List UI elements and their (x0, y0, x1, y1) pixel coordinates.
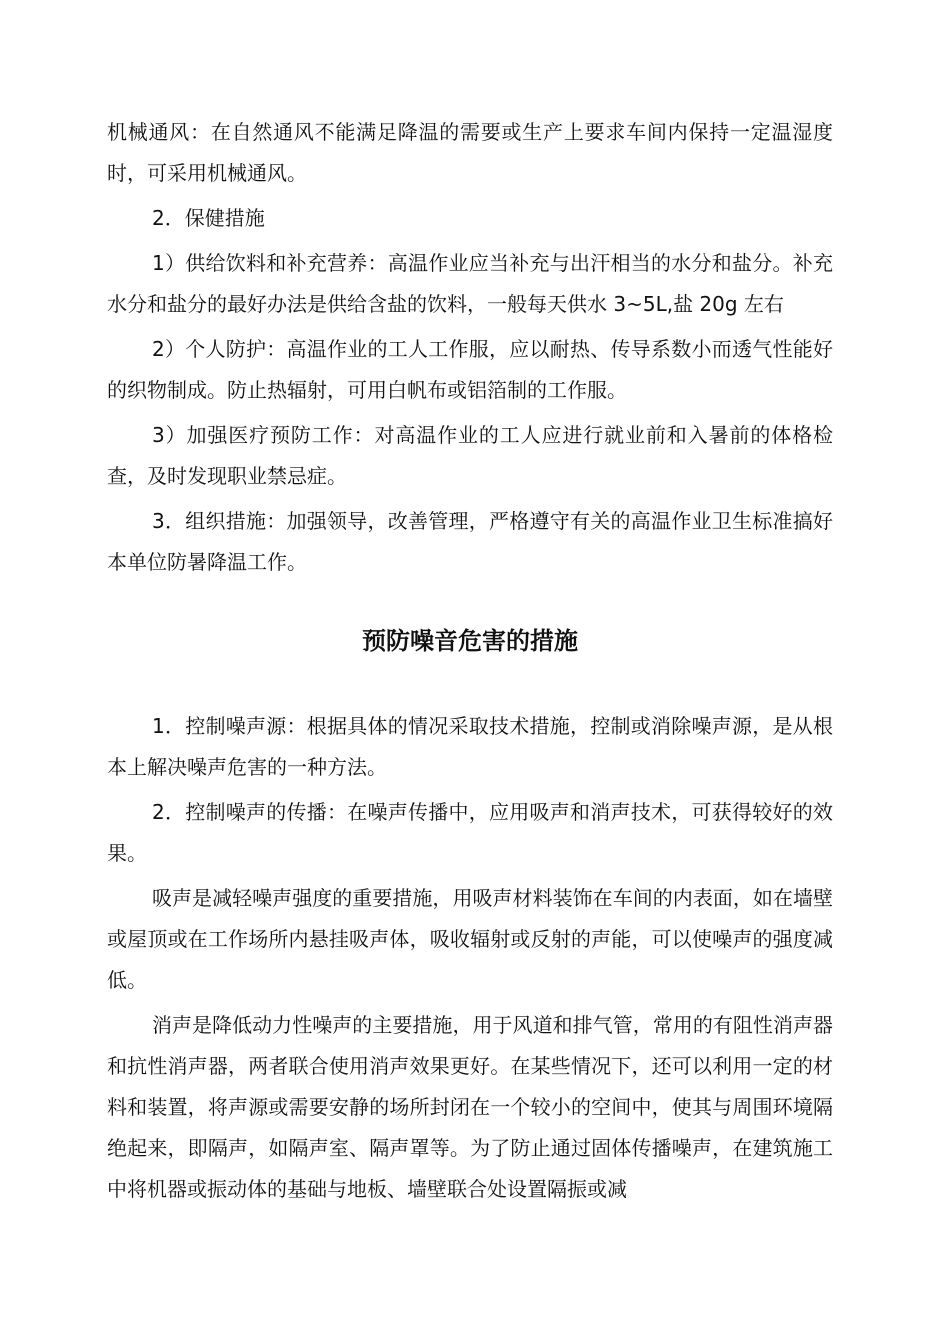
paragraph-noise-source: 1．控制噪声源：根据具体的情况采取技术措施，控制或消除噪声源，是从根本上解决噪声危害的一种方法。 (107, 714, 833, 779)
paragraph-personal-protection: 2）个人防护：高温作业的工人工作服，应以耐热、传导系数小而透气性能好的织物制成。防止热辐射，可用白帆布或铝箔制的工作服。 (107, 337, 833, 402)
paragraph-silencing: 消声是降低动力性噪声的主要措施，用于风道和排气管，常用的有阻性消声器和抗性消声器，两者联合使用消声效果更好。在某些情况下，还可以利用一定的材料和装置，将声源或需要安静的场所封闭在一个较小的空间中，使其与周围环境隔绝起来，即隔声，如隔声室、隔声罩等。为了防止通过固体传播噪声，在建筑施工中将机器或振动体的基础与地板、墙壁联合处设置隔振或减 (107, 1013, 833, 1201)
paragraph-organizational-measures: 3．组织措施：加强领导，改善管理，严格遵守有关的高温作业卫生标准搞好本单位防暑降温工作。 (107, 509, 833, 574)
paragraph-health-measures-title: 2．保健措施 (152, 206, 265, 230)
paragraph-noise-transmission: 2．控制噪声的传播：在噪声传播中，应用吸声和消声技术，可获得较好的效果。 (107, 800, 833, 865)
document-page (107, 112, 833, 1214)
section-heading-noise: 预防噪音危害的措施 (362, 627, 578, 655)
paragraph-mechanical-ventilation: 机械通风：在自然通风不能满足降温的需要或生产上要求车间内保持一定温湿度时，可采用机械通风。 (107, 120, 833, 185)
paragraph-medical-prevention: 3）加强医疗预防工作：对高温作业的工人应进行就业前和入暑前的体格检查，及时发现职业禁忌症。 (107, 423, 833, 488)
paragraph-sound-absorption: 吸声是减轻噪声强度的重要措施，用吸声材料装饰在车间的内表面，如在墙壁或屋顶或在工作场所内悬挂吸声体，吸收辐射或反射的声能，可以使噪声的强度减低。 (107, 886, 833, 992)
paragraph-drinks-nutrition: 1）供给饮料和补充营养：高温作业应当补充与出汗相当的水分和盐分。补充水分和盐分的最好办法是供给含盐的饮料，一般每天供水 3~5L,盐 20g 左右 (107, 251, 833, 316)
